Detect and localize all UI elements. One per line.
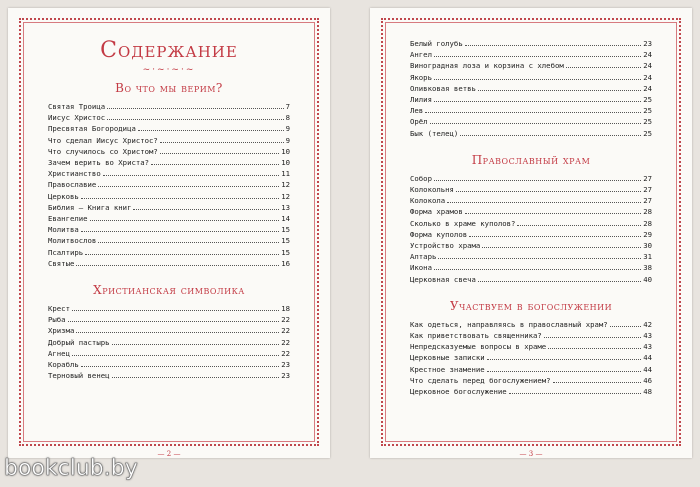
- toc-entry: [48, 213, 290, 224]
- toc-entry-title: Как одеться, направляясь в православный храм?: [410, 319, 608, 329]
- toc-entry-page: 29: [643, 229, 652, 239]
- toc-entry: [410, 352, 652, 363]
- toc-entry: [410, 128, 652, 139]
- toc-entry-page: 15: [281, 236, 290, 246]
- toc-entry-page: 44: [643, 364, 652, 374]
- toc-leader-dots: [112, 344, 280, 345]
- toc-leader-dots: [151, 164, 279, 165]
- toc-entry-title: Церковное богослужение: [410, 387, 507, 397]
- toc-leader-dots: [138, 130, 284, 131]
- toc-entry-title: Молитвослов: [48, 236, 97, 246]
- toc-entry-page: 25: [643, 117, 652, 127]
- toc-leader-dots: [81, 198, 279, 199]
- toc-entry-page: 31: [643, 252, 652, 262]
- toc-leader-dots: [548, 348, 641, 349]
- left-page-content: [48, 8, 290, 381]
- toc-entry: [48, 202, 290, 213]
- toc-leader-dots: [430, 123, 642, 124]
- toc-entry-page: 27: [643, 185, 652, 195]
- right-page-content: [410, 38, 652, 397]
- footer-ornament-left: —: [157, 450, 167, 458]
- toc-entry-title: Икона: [410, 263, 432, 273]
- footer-ornament-left: —: [519, 450, 529, 458]
- toc-entry-title: Крест: [48, 304, 70, 314]
- toc-entry-page: 30: [643, 241, 652, 251]
- toc-entry: [48, 135, 290, 146]
- toc-entry-page: 15: [281, 247, 290, 257]
- toc-entry-title: Оливковая ветвь: [410, 83, 476, 93]
- toc-entry: [410, 83, 652, 94]
- toc-entry-page: 27: [643, 173, 652, 183]
- toc-entry: [410, 49, 652, 60]
- toc-entry-page: 10: [281, 158, 290, 168]
- toc-leader-dots: [566, 67, 641, 68]
- toc-list: [410, 319, 652, 397]
- toc-entry-title: Белый голубь: [410, 39, 463, 48]
- toc-leader-dots: [478, 281, 641, 282]
- toc-entry-page: 27: [643, 196, 652, 206]
- toc-entry-title: Как приветствовать священника?: [410, 331, 542, 341]
- toc-entry: [410, 105, 652, 116]
- toc-entry: [48, 303, 290, 314]
- toc-leader-dots: [434, 101, 641, 102]
- toc-entry-page: 14: [281, 214, 290, 224]
- toc-leader-dots: [469, 236, 641, 237]
- toc-entry: [410, 184, 652, 195]
- page-footer: [370, 450, 692, 458]
- toc-entry-title: Устройство храма: [410, 241, 481, 251]
- toc-entry-title: Православие: [48, 180, 97, 190]
- toc-leader-dots: [81, 231, 279, 232]
- toc-entry-title: Что сделал Иисус Христос?: [48, 135, 158, 145]
- toc-leader-dots: [438, 258, 641, 259]
- toc-entry-title: Пресвятая Богородица: [48, 124, 136, 134]
- toc-entry-page: 38: [643, 263, 652, 273]
- toc-entry-page: 48: [643, 387, 652, 397]
- toc-entry: [48, 348, 290, 359]
- toc-entry-page: 44: [643, 353, 652, 363]
- toc-entry: [410, 330, 652, 341]
- toc-leader-dots: [81, 366, 279, 367]
- toc-entry-page: 22: [281, 315, 290, 325]
- toc-leader-dots: [460, 135, 641, 136]
- toc-leader-dots: [107, 108, 283, 109]
- toc-leader-dots: [465, 213, 641, 214]
- toc-entry-page: 23: [281, 371, 290, 381]
- toc-leader-dots: [90, 220, 280, 221]
- toc-entry-title: Терновый венец: [48, 371, 110, 381]
- toc-entry: [48, 112, 290, 123]
- toc-leader-dots: [447, 202, 641, 203]
- toc-entry: [48, 179, 290, 190]
- footer-ornament-right: —: [535, 450, 543, 458]
- section-heading: Православный храм: [471, 152, 591, 167]
- toc-leader-dots: [85, 254, 279, 255]
- toc-leader-dots: [544, 337, 641, 338]
- toc-entry-page: 25: [643, 95, 652, 105]
- toc-entry-title: Корабль: [48, 360, 79, 370]
- toc-entry: [410, 364, 652, 375]
- toc-entry: [48, 325, 290, 336]
- toc-entry-title: Форма храмов: [410, 207, 463, 217]
- toc-entry-title: Алтарь: [410, 252, 437, 262]
- toc-leader-dots: [76, 265, 279, 266]
- toc-entry-title: Добрый пастырь: [48, 337, 110, 347]
- toc-entry-page: 10: [281, 146, 290, 156]
- toc-leader-dots: [487, 371, 642, 372]
- toc-entry-page: 24: [643, 83, 652, 93]
- toc-entry-title: Бык (телец): [410, 128, 459, 138]
- left-page: [8, 8, 330, 458]
- toc-entry-page: 11: [281, 169, 290, 179]
- toc-leader-dots: [72, 310, 279, 311]
- toc-entry-page: 25: [643, 106, 652, 116]
- section-heading: Участвуем в богослужении: [449, 298, 613, 313]
- toc-leader-dots: [112, 377, 280, 378]
- watermark: bookclub.by: [4, 456, 138, 481]
- toc-entry-title: Церковь: [48, 191, 79, 201]
- toc-entry: [48, 123, 290, 134]
- toc-entry: [48, 191, 290, 202]
- toc-entry-title: Ангел: [410, 50, 432, 60]
- toc-entry: [410, 195, 652, 206]
- toc-list: [48, 101, 290, 269]
- toc-entry: [48, 146, 290, 157]
- toc-entry: [410, 375, 652, 386]
- toc-entry: [410, 60, 652, 71]
- page-number: 2: [166, 450, 172, 458]
- toc-leader-dots: [76, 332, 279, 333]
- toc-list: [410, 173, 652, 285]
- toc-entry-page: 9: [285, 124, 290, 134]
- toc-entry-title: Святая Троица: [48, 102, 106, 111]
- toc-entry: [410, 116, 652, 127]
- toc-entry-title: Непредсказуемые вопросы в храме: [410, 342, 547, 352]
- toc-entry: [48, 157, 290, 168]
- toc-leader-dots: [107, 119, 283, 120]
- toc-entry-page: 12: [281, 191, 290, 201]
- toc-entry: [48, 314, 290, 325]
- toc-leader-dots: [465, 45, 641, 46]
- toc-entry-page: 28: [643, 207, 652, 217]
- toc-entry: [48, 224, 290, 235]
- toc-entry-title: Молитва: [48, 225, 79, 235]
- page-number: 3: [528, 450, 534, 458]
- toc-entry-page: 18: [281, 304, 290, 314]
- toc-leader-dots: [434, 79, 641, 80]
- toc-entry: [48, 370, 290, 381]
- toc-entry-title: Якорь: [410, 72, 432, 82]
- toc-entry: [410, 251, 652, 262]
- toc-entry: [410, 240, 652, 251]
- toc-entry-title: Собор: [410, 173, 432, 183]
- toc-entry: [410, 173, 652, 184]
- toc-entry: [410, 206, 652, 217]
- toc-leader-dots: [434, 180, 641, 181]
- toc-entry-title: Хризма: [48, 326, 75, 336]
- toc-leader-dots: [517, 225, 641, 226]
- toc-entry-title: Виноградная лоза и корзина с хлебом: [410, 61, 564, 71]
- toc-entry-title: Колокола: [410, 196, 446, 206]
- toc-entry-title: Псалтирь: [48, 247, 84, 257]
- toc-leader-dots: [478, 90, 641, 91]
- toc-entry: [410, 319, 652, 330]
- toc-entry-page: 15: [281, 225, 290, 235]
- toc-leader-dots: [103, 175, 279, 176]
- toc-entry-page: 12: [281, 180, 290, 190]
- toc-entry-title: Сколько в храме куполов?: [410, 218, 516, 228]
- toc-entry-title: Лилия: [410, 95, 432, 105]
- toc-entry-page: 23: [281, 360, 290, 370]
- toc-entry-page: 22: [281, 337, 290, 347]
- toc-leader-dots: [434, 269, 641, 270]
- toc-leader-dots: [98, 242, 279, 243]
- toc-entry-title: Крестное знамение: [410, 364, 485, 374]
- toc-entry-title: Лев: [410, 106, 424, 116]
- toc-entry: [48, 359, 290, 370]
- toc-leader-dots: [68, 321, 280, 322]
- toc-entry-page: 22: [281, 326, 290, 336]
- toc-entry: [410, 94, 652, 105]
- toc-entry-title: Церковные записки: [410, 353, 485, 363]
- toc-entry-title: Евангелие: [48, 214, 88, 224]
- toc-entry: [410, 38, 652, 49]
- toc-leader-dots: [509, 393, 642, 394]
- toc-entry: [48, 258, 290, 269]
- toc-entry-page: 24: [643, 72, 652, 82]
- toc-entry-title: Рыба: [48, 315, 66, 325]
- toc-entry: [410, 274, 652, 285]
- toc-entry: [410, 218, 652, 229]
- toc-entry-title: Церковная свеча: [410, 274, 476, 284]
- flourish-ornament: ~·~·~·~: [142, 65, 196, 75]
- toc-entry: [410, 229, 652, 240]
- toc-entry-title: Орёл: [410, 117, 428, 127]
- footer-ornament-right: —: [173, 450, 181, 458]
- toc-entry: [410, 72, 652, 83]
- toc-entry-title: Форма куполов: [410, 229, 468, 239]
- toc-leader-dots: [553, 382, 642, 383]
- toc-entry-title: Зачем верить во Христа?: [48, 158, 150, 168]
- toc-entry-page: 24: [643, 61, 652, 71]
- right-page: [370, 8, 692, 458]
- toc-entry-title: Иисус Христос: [48, 113, 106, 123]
- toc-entry-page: 28: [643, 218, 652, 228]
- toc-list: [48, 303, 290, 381]
- toc-entry-page: 8: [285, 113, 290, 123]
- toc-entry-page: 43: [643, 342, 652, 352]
- toc-entry-page: 42: [643, 319, 652, 329]
- toc-leader-dots: [487, 359, 642, 360]
- toc-entry-title: Колокольня: [410, 185, 454, 195]
- toc-entry: [48, 101, 290, 112]
- toc-entry-page: 22: [281, 348, 290, 358]
- toc-entry-page: 24: [643, 50, 652, 60]
- toc-leader-dots: [160, 142, 284, 143]
- toc-leader-dots: [98, 186, 279, 187]
- toc-entry-title: Что сделать перед богослужением?: [410, 375, 551, 385]
- toc-entry: [410, 386, 652, 397]
- toc-leader-dots: [133, 209, 279, 210]
- toc-entry: [48, 168, 290, 179]
- toc-entry-page: 16: [281, 258, 290, 268]
- page-title: Содержание: [100, 38, 238, 63]
- toc-entry-title: Святые: [48, 258, 75, 268]
- toc-leader-dots: [160, 153, 279, 154]
- toc-entry: [410, 262, 652, 273]
- toc-entry: [48, 337, 290, 348]
- toc-entry-page: 23: [643, 39, 652, 48]
- toc-leader-dots: [72, 355, 279, 356]
- toc-entry-page: 13: [281, 202, 290, 212]
- toc-entry-title: Что случилось со Христом?: [48, 146, 158, 156]
- toc-entry-page: 43: [643, 331, 652, 341]
- toc-leader-dots: [482, 247, 641, 248]
- toc-leader-dots: [425, 112, 641, 113]
- toc-leader-dots: [456, 191, 641, 192]
- toc-leader-dots: [610, 326, 642, 327]
- toc-entry-page: 7: [285, 102, 290, 111]
- toc-entry-page: 25: [643, 128, 652, 138]
- toc-entry-title: Библия — Книга книг: [48, 202, 132, 212]
- toc-entry-page: 9: [285, 135, 290, 145]
- toc-entry-title: Агнец: [48, 348, 70, 358]
- toc-entry: [48, 235, 290, 246]
- toc-entry: [48, 247, 290, 258]
- section-heading: Христианская символика: [93, 283, 245, 298]
- toc-list: [410, 38, 652, 139]
- section-heading: Во что мы верим?: [115, 81, 223, 95]
- toc-entry-page: 46: [643, 375, 652, 385]
- toc-entry-title: Христианство: [48, 169, 101, 179]
- toc-entry: [410, 341, 652, 352]
- toc-entry-page: 40: [643, 274, 652, 284]
- toc-leader-dots: [434, 56, 641, 57]
